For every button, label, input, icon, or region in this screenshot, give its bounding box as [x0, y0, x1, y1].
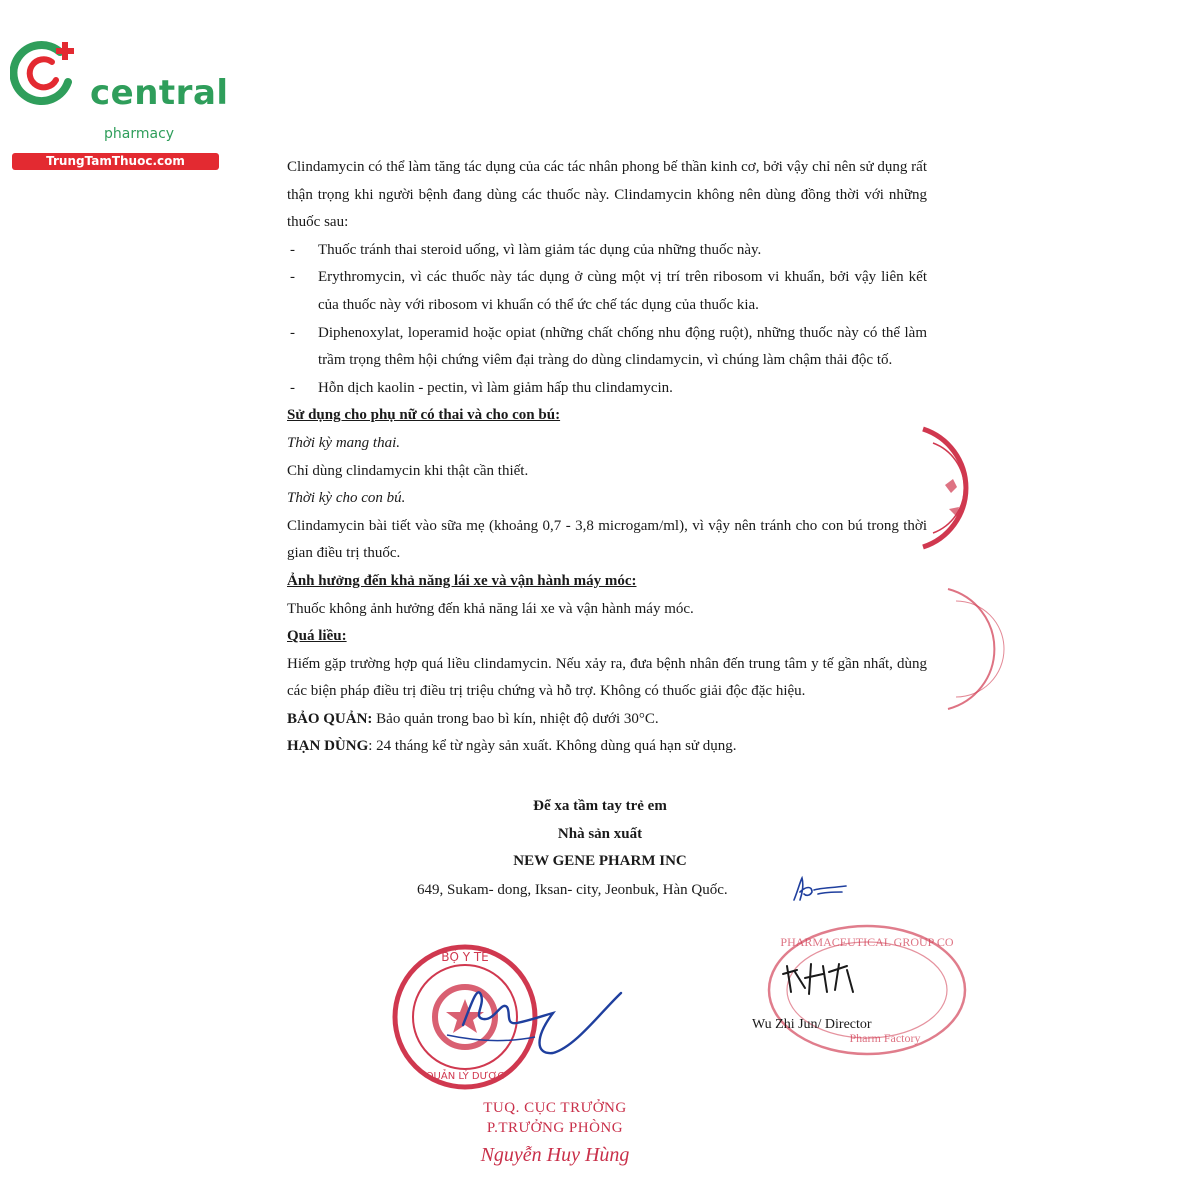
storage-line: BẢO QUẢN: Bảo quản trong bao bì kín, nhiệt độ dưới 30°C. — [287, 710, 659, 727]
list-item: - Erythromycin, vì các thuốc này tác dụng ở cùng một vị trí trên ribosom vi khuẩn, bởi vậy liên kết của thuốc này với ribosom vi khuẩn có thể ức chế tác dụng của thuốc kia. — [290, 269, 927, 313]
driving-text: Thuốc không ảnh hưởng đến khả năng lái xe và vận hành máy móc. — [287, 600, 694, 617]
pregnancy-text: Chỉ dùng clindamycin khi thật cần thiết. — [287, 462, 529, 479]
lactation-label: Thời kỳ cho con bú. — [287, 490, 406, 507]
svg-text:QUẢN LÝ DƯỢC: QUẢN LÝ DƯỢC — [425, 1071, 505, 1082]
logo-brand: central — [90, 73, 229, 113]
list-item-text: Diphenoxylat, loperamid hoặc opiat (những chất chống nhu động ruột), những thuốc này có thể làm trầm trọng thêm hội chứng viêm đại tràng do dùng clindamycin, vì chúng làm chậm thải độc tố. — [318, 324, 927, 369]
partial-stamp-bottom-icon — [940, 585, 1010, 715]
pregnancy-label: Thời kỳ mang thai. — [287, 434, 400, 451]
svg-text:PHARMACEUTICAL GROUP CO: PHARMACEUTICAL GROUP CO — [780, 935, 954, 949]
expiry-line: HẠN DÙNG: 24 tháng kể từ ngày sản xuất. Không dùng quá hạn sử dụng. — [287, 738, 737, 755]
overdose-heading: Quá liều: — [287, 628, 347, 645]
director-signature-label: Wu Zhi Jun/ Director — [752, 1017, 872, 1032]
manufacturer-block — [0, 793, 1200, 876]
central-pharmacy-logo-icon — [10, 38, 80, 108]
initials-signature-icon — [790, 872, 850, 906]
logo-subtitle: pharmacy — [104, 126, 175, 142]
lactation-text: Clindamycin bài tiết vào sữa mẹ (khoảng 0,7 - 3,8 microgam/ml), vì vậy nên tránh cho con bú trong thời gian điều trị thuốc. — [287, 517, 927, 562]
interaction-list — [287, 237, 927, 403]
pregnancy-heading: Sử dụng cho phụ nữ có thai và cho con bú: — [287, 407, 561, 424]
intro-paragraph: Clindamycin có thể làm tăng tác dụng của các tác nhân phong bế thần kinh cơ, bởi vậy chỉ nên sử dụng rất thận trọng khi người bệnh đang dùng các thuốc này. Clindamycin không nên dùng đồng thời với những thuốc sau: — [287, 159, 927, 231]
company-stamp-icon — [765, 920, 970, 1060]
signature-name: Nguyễn Huy Hùng — [480, 1144, 630, 1166]
svg-text:BỘ Y TẾ: BỘ Y TẾ — [441, 950, 489, 964]
driving-heading: Ảnh hưởng đến khả năng lái xe và vận hành máy móc: — [287, 572, 637, 589]
logo — [10, 36, 229, 168]
authority-signature-block — [470, 1098, 640, 1170]
signature-title-1: TUQ. CỤC TRƯỞNG — [483, 1100, 627, 1116]
list-item: - Diphenoxylat, loperamid hoặc opiat (những chất chống nhu động ruột), những thuốc này có thể làm trầm trọng thêm hội chứng viêm đại tràng do dùng clindamycin, vì chúng làm chậm thải độc tố. — [290, 324, 927, 369]
manufacturer-label: Nhà sản xuất — [557, 825, 643, 842]
logo-url[interactable]: TrungTamThuoc.com — [12, 153, 219, 170]
list-item-text: Erythromycin, vì các thuốc này tác dụng ở cùng một vị trí trên ribosom vi khuẩn, bởi vậy liên kết của thuốc này với ribosom vi khuẩn có thể ức chế tác dụng của thuốc kia. — [318, 269, 927, 313]
expiry-label: HẠN DÙNG — [287, 738, 369, 755]
manufacturer-name: NEW GENE PHARM INC — [513, 853, 687, 870]
partial-stamp-top-icon — [905, 425, 985, 555]
list-item: - Hỗn dịch kaolin - pectin, vì làm giảm hấp thu clindamycin. — [290, 379, 673, 396]
expiry-text: 24 tháng kể từ ngày sản xuất. Không dùng quá hạn sử dụng. — [376, 738, 737, 755]
list-item-text: Hỗn dịch kaolin - pectin, vì làm giảm hấp thu clindamycin. — [318, 379, 673, 396]
storage-text: Bảo quản trong bao bì kín, nhiệt độ dưới 30°C. — [376, 710, 659, 727]
document-body — [287, 154, 927, 761]
svg-text:Pharm Factory: Pharm Factory — [849, 1031, 921, 1045]
signature-title-2: P.TRƯỞNG PHÒNG — [486, 1120, 624, 1136]
manufacturer-address: 649, Sukam- dong, Iksan- city, Jeonbuk, Hàn Quốc. — [417, 882, 728, 898]
storage-label: BẢO QUẢN — [287, 710, 368, 727]
list-item-text: Thuốc tránh thai steroid uống, vì làm giảm tác dụng của những thuốc này. — [318, 241, 762, 258]
overdose-text: Hiếm gặp trường hợp quá liều clindamycin. Nếu xảy ra, đưa bệnh nhân đến trung tâm y tế gần nhất, dùng các biện pháp điều trị điều trị triệu chứng và hỗ trợ. Không có thuốc giải độc đặc hiệu. — [287, 655, 927, 700]
list-item: - Thuốc tránh thai steroid uống, vì làm giảm tác dụng của những thuốc này. — [290, 241, 762, 258]
ministry-stamp-icon — [385, 945, 645, 1090]
keep-away-notice: Để xa tầm tay trẻ em — [533, 798, 667, 814]
